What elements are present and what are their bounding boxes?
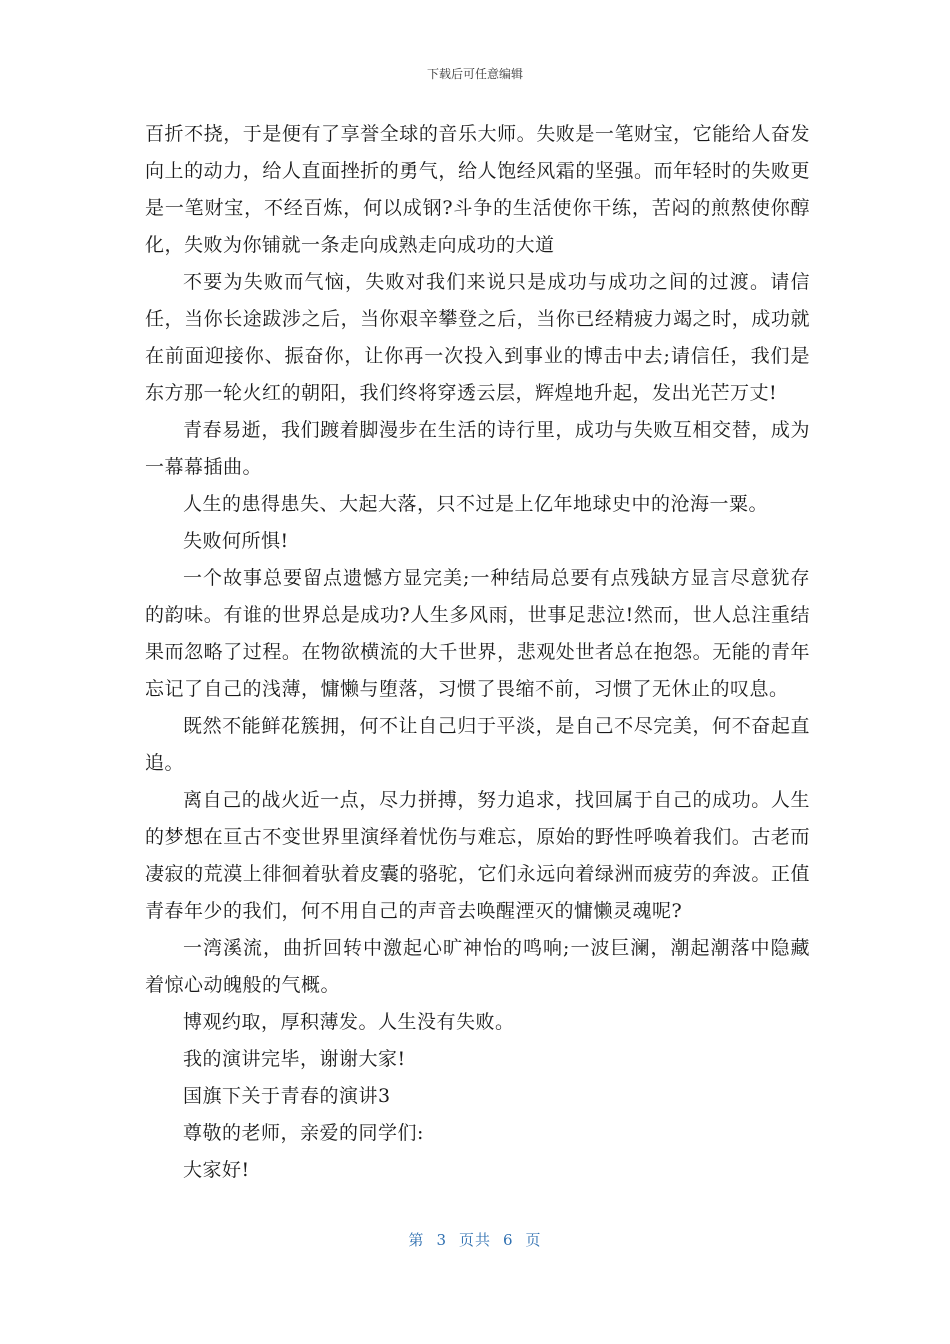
paragraph-1: 百折不挠，于是便有了享誉全球的音乐大师。失败是一笔财宝，它能给人奋发向上的动力，给人直面挫折的勇气，给人饱经风霜的坚强。而年轻时的失败更是一笔财宝，不经百炼，何以成钢?斗争的生活使你干练，苦闷的煎熬使你醇化，失败为你铺就一条走向成熟走向成功的大道 [145,123,810,256]
paragraph-7: 既然不能鲜花簇拥，何不让自己归于平淡，是自己不尽完美，何不奋起直追。 [145,715,810,774]
total-page-count: 6 [503,1231,514,1249]
page-header: 下载后可任意编辑 [426,67,523,81]
page-footer [0,1229,950,1250]
paragraph-3: 青春易逝，我们踱着脚漫步在生活的诗行里，成功与失败互相交替，成为一幕幕插曲。 [145,419,810,478]
section-heading: 国旗下关于青春的演讲3 [183,1085,391,1107]
salutation: 尊敬的老师，亲爱的同学们: [183,1122,424,1144]
footer-middle: 页共 [458,1231,491,1249]
footer-suffix: 页 [525,1231,542,1249]
paragraph-8: 离自己的战火近一点，尽力拼搏，努力追求，找回属于自己的成功。人生的梦想在亘古不变世界里演绎着忧伤与难忘，原始的野性呼唤着我们。古老而凄寂的荒漠上徘徊着驮着皮囊的骆驼，它们永远向着绿洲而疲劳的奔波。正值青春年少的我们，何不用自己的声音去唤醒湮灭的慵懒灵魂呢? [145,789,810,922]
document-body [145,116,810,1189]
paragraph-11: 我的演讲完毕，谢谢大家! [183,1048,406,1070]
current-page-number: 3 [436,1231,447,1249]
paragraph-4: 人生的患得患失、大起大落，只不过是上亿年地球史中的沧海一粟。 [183,493,769,515]
greeting: 大家好! [183,1159,250,1181]
paragraph-10: 博观约取，厚积薄发。人生没有失败。 [183,1011,515,1033]
paragraph-9: 一湾溪流，曲折回转中激起心旷神怡的鸣响;一波巨澜，潮起潮落中隐藏着惊心动魄般的气概。 [145,937,810,996]
footer-prefix: 第 [408,1231,425,1249]
paragraph-5: 失败何所惧! [183,530,289,552]
paragraph-6: 一个故事总要留点遗憾方显完美;一种结局总要有点残缺方显言尽意犹存的韵味。有谁的世界总是成功?人生多风雨，世事足悲泣!然而，世人总注重结果而忽略了过程。在物欲横流的大千世界，悲观处世者总在抱怨。无能的青年忘记了自己的浅薄，慵懒与堕落，习惯了畏缩不前，习惯了无休止的叹息。 [145,567,810,700]
paragraph-2: 不要为失败而气恼，失败对我们来说只是成功与成功之间的过渡。请信任，当你长途跋涉之后，当你艰辛攀登之后，当你已经精疲力竭之时，成功就在前面迎接你、振奋你，让你再一次投入到事业的博击中去;请信任，我们是东方那一轮火红的朝阳，我们终将穿透云层，辉煌地升起，发出光芒万丈! [145,271,810,404]
